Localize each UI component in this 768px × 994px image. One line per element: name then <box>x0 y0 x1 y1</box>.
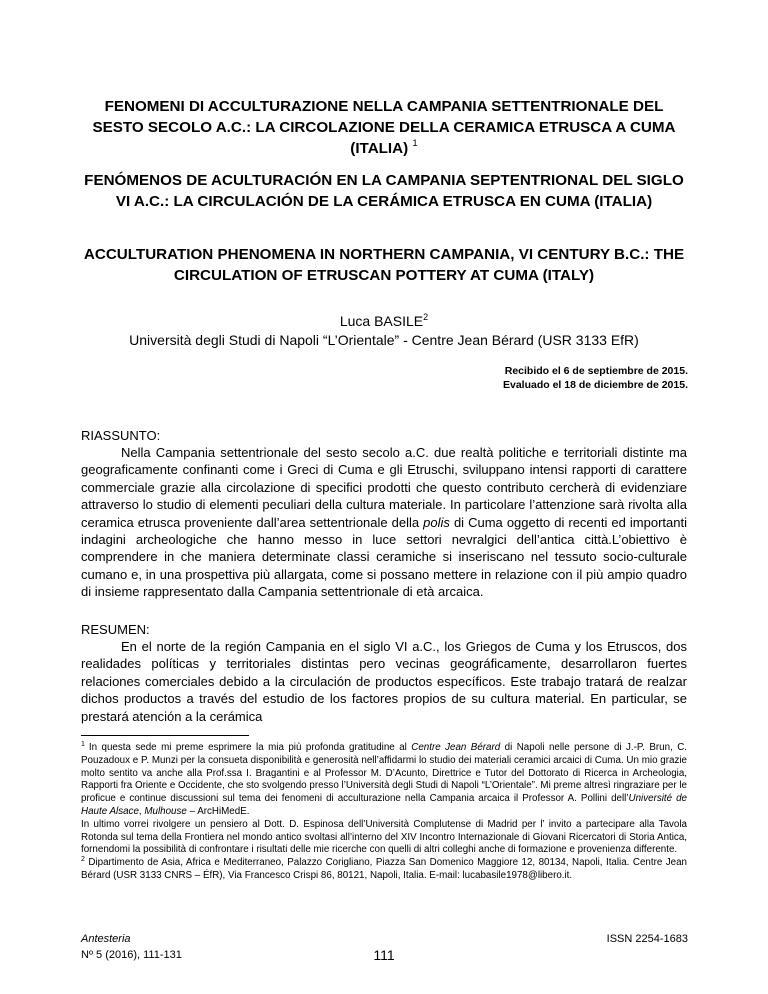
title-english: ACCULTURATION PHENOMENA IN NORTHERN CAMPANIA, VI CENTURY B.C.: THE CIRCULATION OF ETRUSCAN POTTERY AT CUMA (ITALY) <box>83 246 685 284</box>
footnote-ref-1[interactable]: 1 <box>412 138 418 149</box>
received-date: Recibido el 6 de septiembre de 2015. <box>504 365 688 377</box>
footnote-separator <box>81 735 249 736</box>
author-affiliation: Università degli Studi di Napoli “L’Orientale” - Centre Jean Bérard (USR 3133 EfR) <box>129 332 639 348</box>
riassunto-heading: RIASSUNTO: <box>81 428 161 443</box>
journal-name: Antesteria <box>81 933 131 945</box>
journal-info <box>81 931 182 963</box>
title-spanish: FENÓMENOS DE ACULTURACIÓN EN LA CAMPANIA SEPTENTRIONAL DEL SIGLO VI A.C.: LA CIRCULACIÓN DE LA CERÁMICA ETRUSCA EN CUMA (ITALIA) <box>84 172 684 210</box>
author-name: Luca BASILE$^2$ <box>339 312 429 329</box>
footnote-1: $^1$ In questa sede mi preme esprimere la mia più profonda gratitudine al Centre Jean Bérard di Napoli nelle persone di J.-P. Brun, C. Pouzadoux e P. Munzi per la consueta disponibilità e generosità nell’affidarmi lo studio dei materiali ceramici arcaici di Cuma. Un mio grazie molto sentito va anche alla Prof.ssa I. Bragantini e al Professor M. D’Acunto, Direttrice e Tutor del Dottorato di Ricerca in Archeologia, Rapporti fra Oriente e Occidente, che sto svolgendo presso l’Università degli Studi di Napoli “L’Orientale”. Mi preme altresì ringraziare per le proficue e continue discussioni sul tema dei fenomeni di acculturazione nella Campania arcaica il Professor A. Pollini dell’Université de Haute Alsace, Mulhouse – ArcHiMedE. <box>81 741 687 817</box>
footnote-2: $^2$ Dipartimento de Asia, Africa e Mediterraneo, Palazzo Corigliano, Piazza San Domenico Maggiore 12, 80134, Napoli, Italia. Centre Jean Bérard (USR 3133 CNRS – ÉfR), Via Francesco Crispi 86, 80121, Napoli, Italia. E-mail: lucabasile1978@libero.it. <box>81 856 687 881</box>
evaluated-date: Evaluado el 18 de diciembre de 2015. <box>502 379 688 391</box>
title-italian: FENOMENI DI ACCULTURAZIONE NELLA CAMPANIA SETTENTRIONALE DEL SESTO SECOLO A.C.: LA CIRCOLAZIONE DELLA CERAMICA ETRUSCA A CUMA (ITALIA) $^1$ <box>92 98 676 157</box>
journal-issue: Nº 5 (2016), 111-131 <box>81 949 182 961</box>
riassunto-text: Nella Campania settentrionale del sesto secolo a.C. due realtà politiche e territoriali distinte ma geograficamente confinanti come i Greci di Cuma e gli Etruschi, sviluppano intensi rapporti di carattere commerciale grazie alla circolazione di specifici prodotti che questo contributo cercherà di evidenziare attraverso lo studio di elementi peculiari della cultura materiale. In particolare l’attenzione sarà rivolta alla ceramica etrusca proveniente dall’area settentrionale della polis di Cuma oggetto di recenti ed importanti indagini archeologiche che hanno messo in luce settori nevralgici dell’antica città.L’obiettivo è comprendere in che maniera determinate classi ceramiche si inseriscano nel tessuto socio-culturale cumano e, in una prospettiva più allargata, come si possano mettere in relazione con il più ampio quadro di insieme rappresentato dalla Campania settentrionale di età arcaica. <box>81 445 687 600</box>
footnotes <box>81 742 687 883</box>
resumen-heading: RESUMEN: <box>81 622 150 637</box>
submission-dates <box>503 364 688 392</box>
page-number: 111 <box>373 947 395 963</box>
footnote-ref-2[interactable]: 2 <box>423 312 429 322</box>
footnote-1-continued: In ultimo vorrei rivolgere un pensiero al Dott. D. Espinosa dell’Università Complutense di Madrid per l’ invito a partecipare alla Tavola Rotonda sul tema della Frontiera nel mondo antico svoltasi all’interno del XIV Incontro Internazionale di Giovani Ricercatori di Storia Antica, fornendomi la possibilità di confrontare i risultati delle mie ricerche con quelli di altri colleghi anche di formazione e provenienza differente. <box>81 818 687 856</box>
issn: ISSN 2254-1683 <box>606 933 688 945</box>
resumen-text: En el norte de la región Campania en el siglo VI a.C., los Griegos de Cuma y los Etruscos, dos realidades políticas y territoriales distintas pero vecinas geográficamente, desarrollaron fuertes relaciones comerciales debido a la circulación de productos específicos. Este trabajo tratará de realzar dichos productos a través del estudio de los factores propios de su cultura material. En particular, se prestará atención a la cerámica <box>81 639 687 724</box>
